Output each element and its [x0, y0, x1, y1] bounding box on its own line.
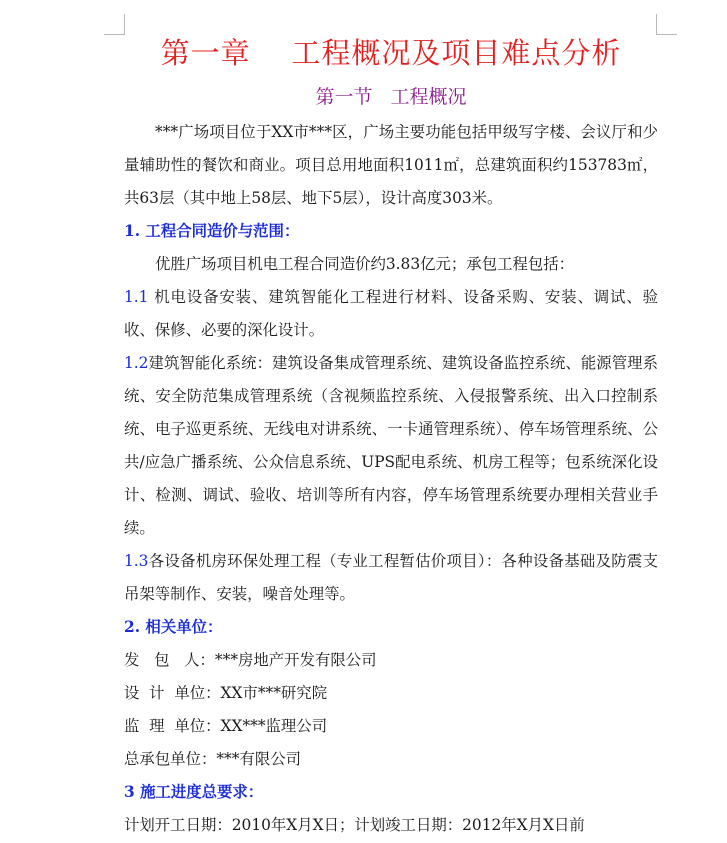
contract-paragraph: 优胜广场项目机电工程合同造价约3.83亿元；承包工程包括： [155, 255, 575, 273]
scope-item-number: 1.2 [124, 354, 149, 372]
scope-item-1-2 [124, 347, 658, 545]
scope-item-1-1 [124, 281, 658, 347]
heading-related-units: 2. 相关单位： [124, 618, 223, 636]
unit-value: XX市***研究院 [220, 684, 328, 702]
intro-paragraph: ***广场项目位于XX市***区，广场主要功能包括甲级写字楼、会议厅和少量辅助性的餐饮和商业。项目总用地面积1011㎡，总建筑面积约153783㎡，共63层（其中地上58层、地下5层），设计高度303米。 [124, 123, 658, 207]
unit-label: 设 计 单位： [124, 684, 221, 702]
document-body [124, 30, 658, 842]
scope-item-number: 1.1 [124, 288, 149, 306]
scope-item-1-3 [124, 545, 658, 611]
unit-row-supervisor [124, 710, 658, 743]
unit-value: ***房地产开发有限公司 [214, 651, 377, 669]
scope-item-text: 机电设备安装、建筑智能化工程进行材料、设备采购、安装、调试、验收、保修、必要的深化设计。 [124, 288, 658, 339]
scope-item-text: 各设备机房环保处理工程（专业工程暂估价项目）：各种设备基础及防震支吊架等制作、安装，噪音处理等。 [124, 552, 658, 603]
section-title: 第一节 工程概况 [315, 86, 467, 108]
unit-label: 总承包单位： [124, 750, 217, 768]
unit-value: ***有限公司 [216, 750, 302, 768]
unit-row-designer [124, 677, 658, 710]
unit-label: 监 理 单位： [124, 717, 221, 735]
scope-item-text: 建筑智能化系统：建筑设备集成管理系统、建筑设备监控系统、能源管理系统、安全防范集成管理系统（含视频监控系统、入侵报警系统、出入口控制系统、电子巡更系统、无线电对讲系统、一卡通管理系统）、停车场管理系统、公共/应急广播系统、公众信息系统、UPS配电系统、机房工程等；包系统深化设计、检测、调试、验收、培训等所有内容，停车场管理系统要办理相关营业手续。 [124, 354, 658, 537]
heading-contract-scope: 1. 工程合同造价与范围： [124, 222, 300, 240]
chapter-title: 第一章 工程概况及项目难点分析 [160, 36, 622, 70]
crop-mark-top-left [104, 14, 125, 35]
unit-label: 发 包 人： [124, 651, 215, 669]
crop-mark-top-right [656, 14, 677, 35]
heading-schedule: 3 施工进度总要求： [124, 783, 264, 801]
unit-value: XX***监理公司 [220, 717, 328, 735]
scope-item-number: 1.3 [124, 552, 149, 570]
unit-row-contractor [124, 743, 658, 776]
schedule-line: 计划开工日期：2010年X月X日；计划竣工日期：2012年X月X日前 [124, 816, 585, 834]
unit-row-employer [124, 644, 658, 677]
